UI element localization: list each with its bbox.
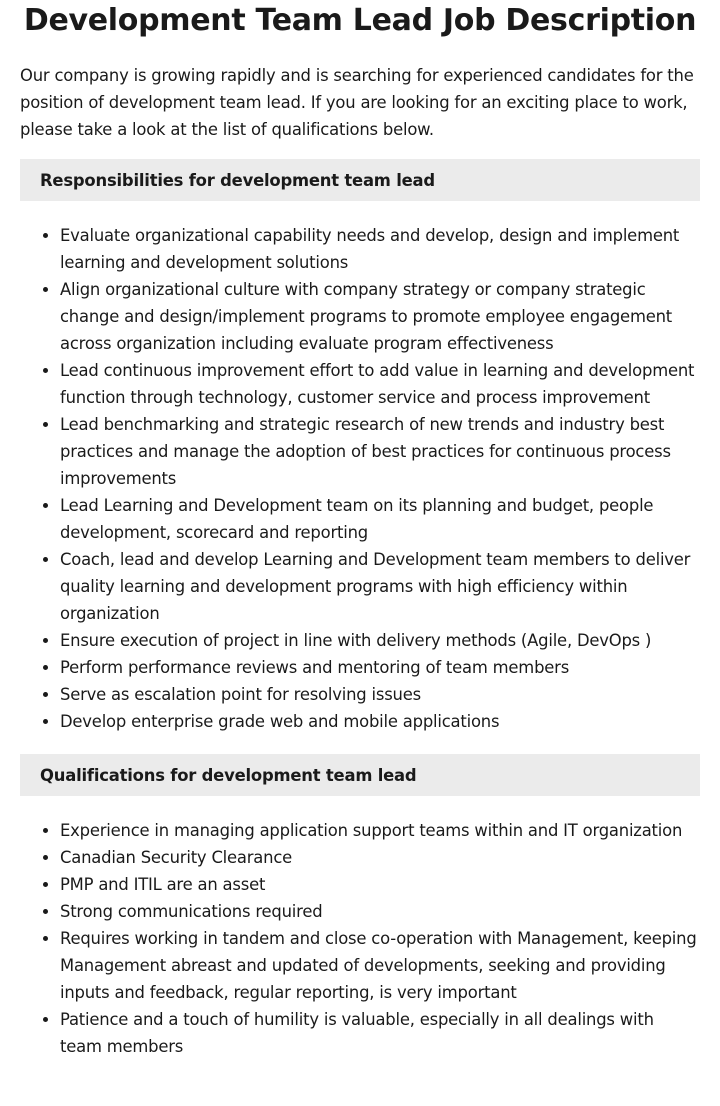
list-item: • Lead Learning and Development team on its planning and budget, people development, scorecard and reporting <box>60 492 700 546</box>
list-item: • Serve as escalation point for resolving issues <box>60 681 700 708</box>
list-item: • Experience in managing application support teams within and IT organization <box>60 817 700 844</box>
list-item: • Canadian Security Clearance <box>60 844 700 871</box>
list-item: • Perform performance reviews and mentoring of team members <box>60 654 700 681</box>
list-item: • Requires working in tandem and close co-operation with Management, keeping Management abreast and updated of developments, seeking and providing inputs and feedback, regular reporting, is very important <box>60 925 700 1006</box>
list-item: • Evaluate organizational capability needs and develop, design and implement learning and development solutions <box>60 222 700 276</box>
qualifications-list <box>20 817 700 1060</box>
qualifications-heading: Qualifications for development team lead <box>20 754 700 796</box>
intro-paragraph: Our company is growing rapidly and is searching for experienced candidates for the position of development team lead. If you are looking for an exciting place to work, please take a look at the list of qualifications below. <box>20 66 694 139</box>
list-item: • PMP and ITIL are an asset <box>60 871 700 898</box>
list-item: • Ensure execution of project in line with delivery methods (Agile, DevOps ) <box>60 627 700 654</box>
list-item: • Develop enterprise grade web and mobile applications <box>60 708 700 735</box>
list-item: • Strong communications required <box>60 898 700 925</box>
list-item: • Coach, lead and develop Learning and Development team members to deliver quality learning and development programs with high efficiency within organization <box>60 546 700 627</box>
page-title: Development Team Lead Job Description <box>23 3 697 38</box>
responsibilities-heading: Responsibilities for development team lead <box>20 159 700 201</box>
list-item: • Lead continuous improvement effort to add value in learning and development function through technology, customer service and process improvement <box>60 357 700 411</box>
list-item: • Patience and a touch of humility is valuable, especially in all dealings with team members <box>60 1006 700 1060</box>
list-item: • Lead benchmarking and strategic research of new trends and industry best practices and manage the adoption of best practices for continuous process improvements <box>60 411 700 492</box>
list-item: • Align organizational culture with company strategy or company strategic change and design/implement programs to promote employee engagement across organization including evaluate program effectiveness <box>60 276 700 357</box>
responsibilities-list <box>20 222 700 735</box>
